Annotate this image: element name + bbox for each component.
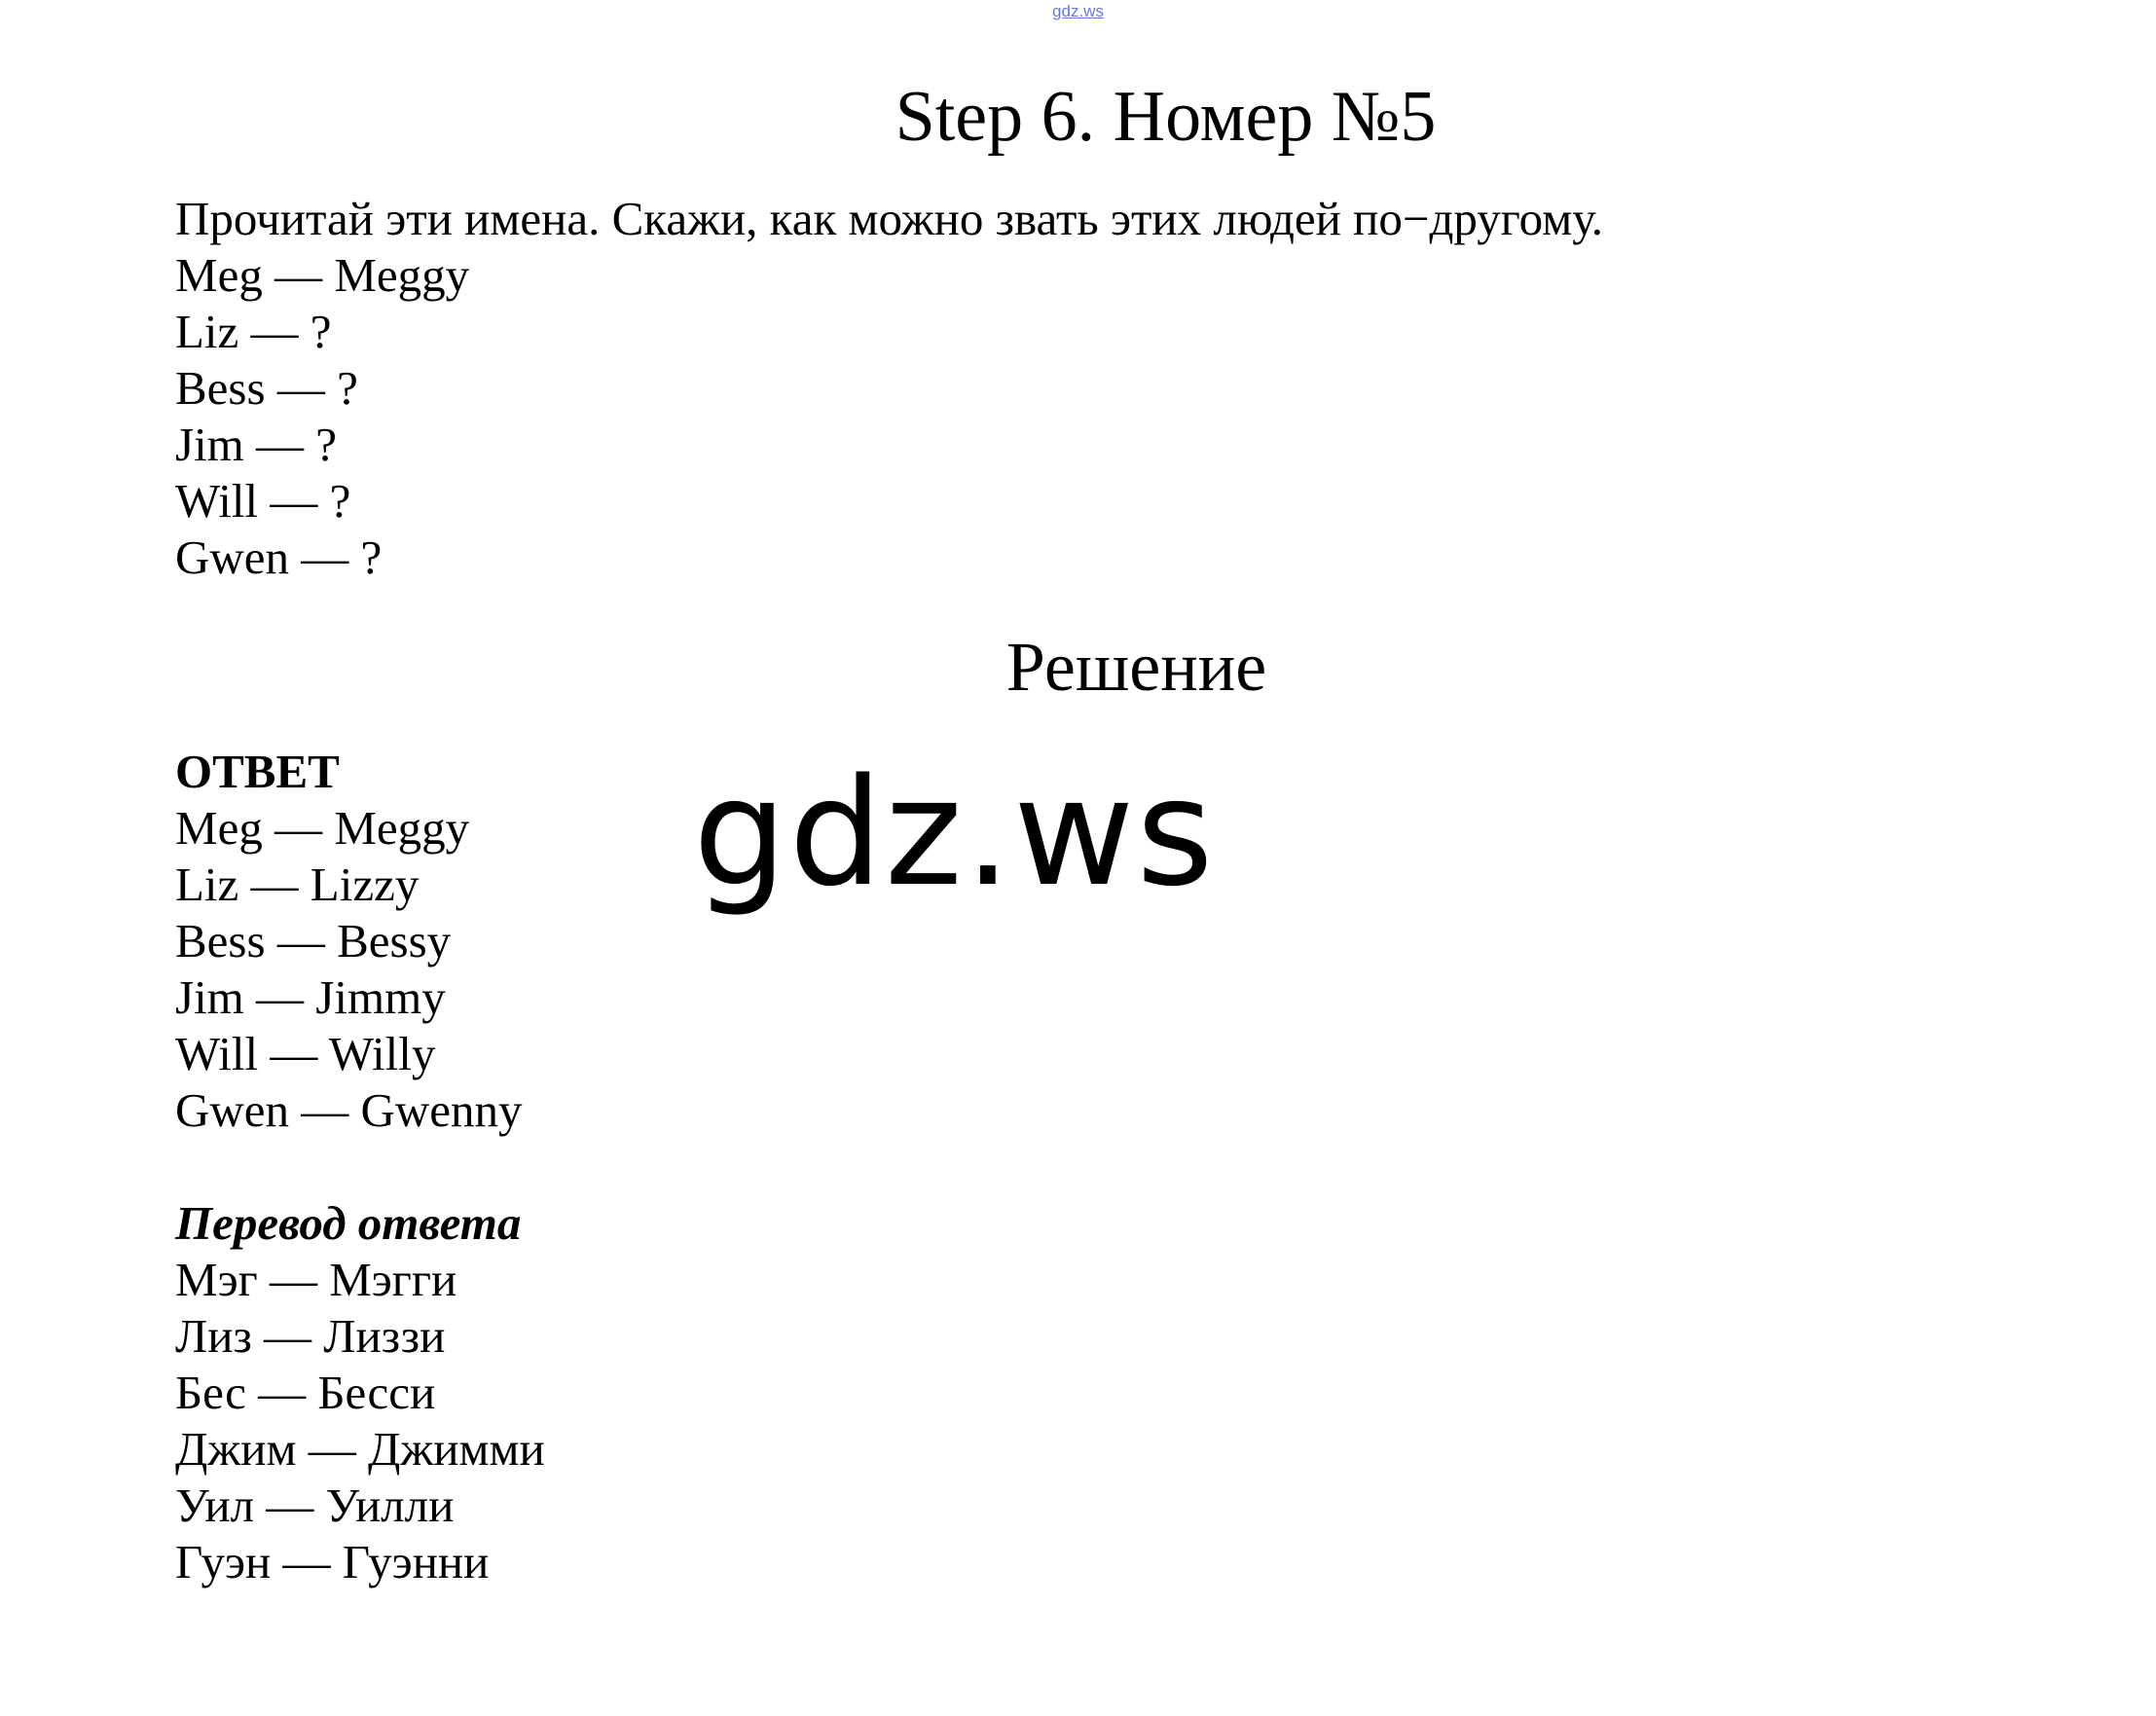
page-title: Step 6. Номер №5 xyxy=(895,77,1437,157)
answer-line: Liz — Lizzy xyxy=(175,858,420,911)
translation-line: Джим — Джимми xyxy=(175,1422,545,1476)
answer-heading: ОТВЕТ xyxy=(175,745,340,798)
top-link[interactable]: gdz.ws xyxy=(1052,2,1104,20)
task-line: Will — ? xyxy=(175,474,351,528)
answer-line: Gwen — Gwenny xyxy=(175,1083,523,1137)
translation-line: Лиз — Лиззи xyxy=(175,1309,446,1363)
answer-line: Jim — Jimmy xyxy=(175,970,446,1024)
answer-line: Bess — Bessy xyxy=(175,914,452,968)
task-instruction: Прочитай эти имена. Скажи, как можно звать этих людей по−другому. xyxy=(175,192,1604,245)
answer-line: Will — Willy xyxy=(175,1027,436,1080)
translation-line: Гуэн — Гуэнни xyxy=(175,1535,490,1588)
answer-block xyxy=(175,744,523,1139)
task-line: Jim — ? xyxy=(175,418,338,471)
task-line: Meg — Meggy xyxy=(175,248,470,302)
task-line: Bess — ? xyxy=(175,361,358,415)
watermark-logo: gdz.ws xyxy=(693,747,1216,919)
solution-title: Решение xyxy=(1005,628,1267,706)
translation-block xyxy=(175,1195,545,1590)
task-line: Gwen — ? xyxy=(175,530,383,584)
translation-line: Бес — Бесси xyxy=(175,1366,436,1419)
task-line: Liz — ? xyxy=(175,305,332,358)
translation-heading: Перевод ответа xyxy=(175,1196,522,1250)
translation-line: Мэг — Мэгги xyxy=(175,1253,457,1306)
answer-line: Meg — Meggy xyxy=(175,801,470,855)
task-block xyxy=(175,191,1603,586)
translation-line: Уил — Уилли xyxy=(175,1479,455,1532)
